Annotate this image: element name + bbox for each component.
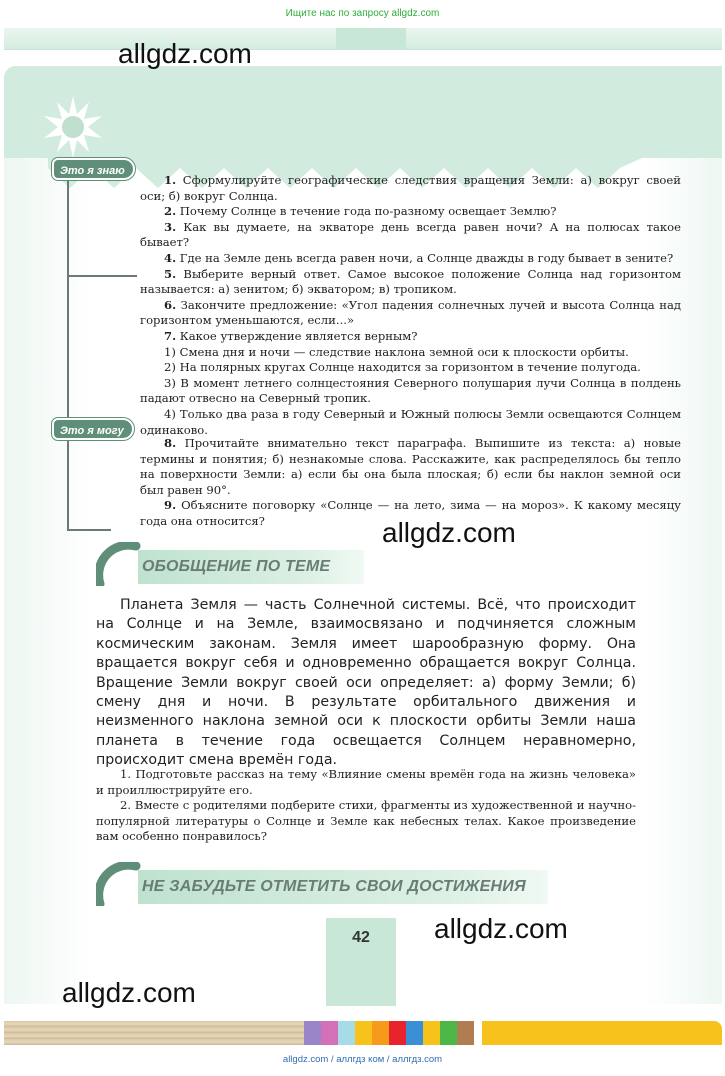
color-swatch bbox=[423, 1021, 440, 1045]
watermark: allgdz.com bbox=[118, 38, 252, 69]
summary-text: Планета Земля — часть Солнечной системы. Всё, что происходит на Солнце и на Земле, взаимосвязано и подчиняется сложным космическим законам. Земля имеет шарообразную форму. Она вращается вокруг себя и одновременно обращается вокруг Солнца. Вращение Земли вокруг своей оси определяет: а) форму Земли; б) смену дня и ночи. В результате орбитального движения и неизменного наклона земной оси к плоскости орбиты Земли наша планета в течение года освещается Солнцем неравномерно, происходит смена времён года. bbox=[96, 597, 636, 769]
question-item: 7. Какое утверждение является верным? bbox=[164, 328, 418, 343]
star-emblem-icon bbox=[40, 94, 106, 160]
yellow-tab bbox=[482, 1021, 722, 1045]
summary-banner bbox=[96, 542, 366, 586]
questions-know bbox=[140, 173, 681, 438]
achievements-banner bbox=[96, 862, 550, 906]
question-item: 4. Где на Земле день всегда равен ночи, а Солнце дважды в году бывает в зените? bbox=[164, 250, 674, 265]
watermark: allgdz.com bbox=[382, 517, 516, 548]
color-swatch bbox=[440, 1021, 457, 1045]
questions-can bbox=[140, 436, 681, 530]
task-item: 1. Подготовьте рассказ на тему «Влияние смены времён года на жизнь человека» и проиллюстрируйте его. bbox=[96, 767, 636, 797]
answer-option: 2) На полярных кругах Солнце находится за горизонтом в течение полугода. bbox=[164, 360, 641, 375]
color-swatch bbox=[372, 1021, 389, 1045]
question-item: 5. Выберите верный ответ. Самое высокое положение Солнца над горизонтом называется: а) зенитом; б) экватором; в) тропиком. bbox=[140, 266, 681, 297]
color-swatch bbox=[338, 1021, 355, 1045]
tag-this-i-know: Это я знаю bbox=[52, 158, 135, 180]
question-item: 6. Закончите предложение: «Угол падения солнечных лучей и высота Солнца над горизонтом уменьшаются, если...» bbox=[140, 297, 681, 328]
tasks-list bbox=[96, 767, 636, 845]
question-item: 2. Почему Солнце в течение года по-разному освещает Землю? bbox=[164, 204, 557, 219]
page-number: 42 bbox=[352, 929, 370, 946]
color-swatch bbox=[321, 1021, 338, 1045]
color-swatch bbox=[355, 1021, 372, 1045]
top-note: Ищите нас по запросу allgdz.com bbox=[285, 8, 440, 19]
color-strip bbox=[4, 1021, 722, 1045]
color-swatch bbox=[304, 1021, 321, 1045]
color-swatch bbox=[389, 1021, 406, 1045]
timeline-tick bbox=[67, 529, 111, 531]
bottom-note: allgdz.com / аллгдз ком / аллгдз.com bbox=[282, 1054, 443, 1065]
question-item: 8. Прочитайте внимательно текст параграфа. Выпишите из текста: а) новые термины и понятия; б) незнакомые слова. Расскажите, как распределялось бы тепло на поверхности Земли: а) если бы она была плоская; б) если бы наклон земной оси был равен 90°. bbox=[140, 436, 681, 497]
answer-option: 4) Только два раза в году Северный и Южный полюсы Земли освещаются Солнцем одинаково. bbox=[140, 406, 681, 437]
task-item: 2. Вместе с родителями подберите стихи, фрагменты из художественной и научно-популярной литературы о Солнце и Земле как небесных телах. Какое произведение вам особенно понравилось? bbox=[96, 798, 636, 844]
answer-option: 1) Смена дня и ночи — следствие наклона земной оси к плоскости орбиты. bbox=[164, 344, 629, 359]
watermark: allgdz.com bbox=[62, 977, 196, 1008]
question-item: 3. Как вы думаете, на экваторе день всегда равен ночи? А на полюсах такое бывает? bbox=[140, 219, 681, 250]
paper-texture bbox=[4, 1021, 304, 1045]
achievements-title: НЕ ЗАБУДЬТЕ ОТМЕТИТЬ СВОИ ДОСТИЖЕНИЯ bbox=[138, 870, 548, 904]
question-item: 9. Объясните поговорку «Солнце — на лето, зима — на мороз». К какому месяцу года она относится? bbox=[140, 498, 681, 528]
arc-ornament-icon bbox=[96, 542, 144, 586]
watermark: allgdz.com bbox=[434, 913, 568, 944]
tag-this-i-can: Это я могу bbox=[52, 418, 134, 440]
arc-ornament-icon bbox=[96, 862, 144, 906]
summary-title: ОБОБЩЕНИЕ ПО ТЕМЕ bbox=[138, 550, 364, 584]
question-item: 1. Сформулируйте географические следствия вращения Земли: а) вокруг своей оси; б) вокруг Солнца. bbox=[140, 173, 681, 203]
textbook-page bbox=[4, 66, 722, 1004]
answer-option: 3) В момент летнего солнцестояния Северного полушария лучи Солнца в полдень падают отвесно на Северный тропик. bbox=[140, 375, 681, 406]
color-swatch bbox=[406, 1021, 423, 1045]
color-swatch bbox=[457, 1021, 474, 1045]
previous-page-strip bbox=[4, 28, 722, 50]
timeline-tick bbox=[67, 275, 137, 277]
timeline-line bbox=[67, 171, 69, 531]
